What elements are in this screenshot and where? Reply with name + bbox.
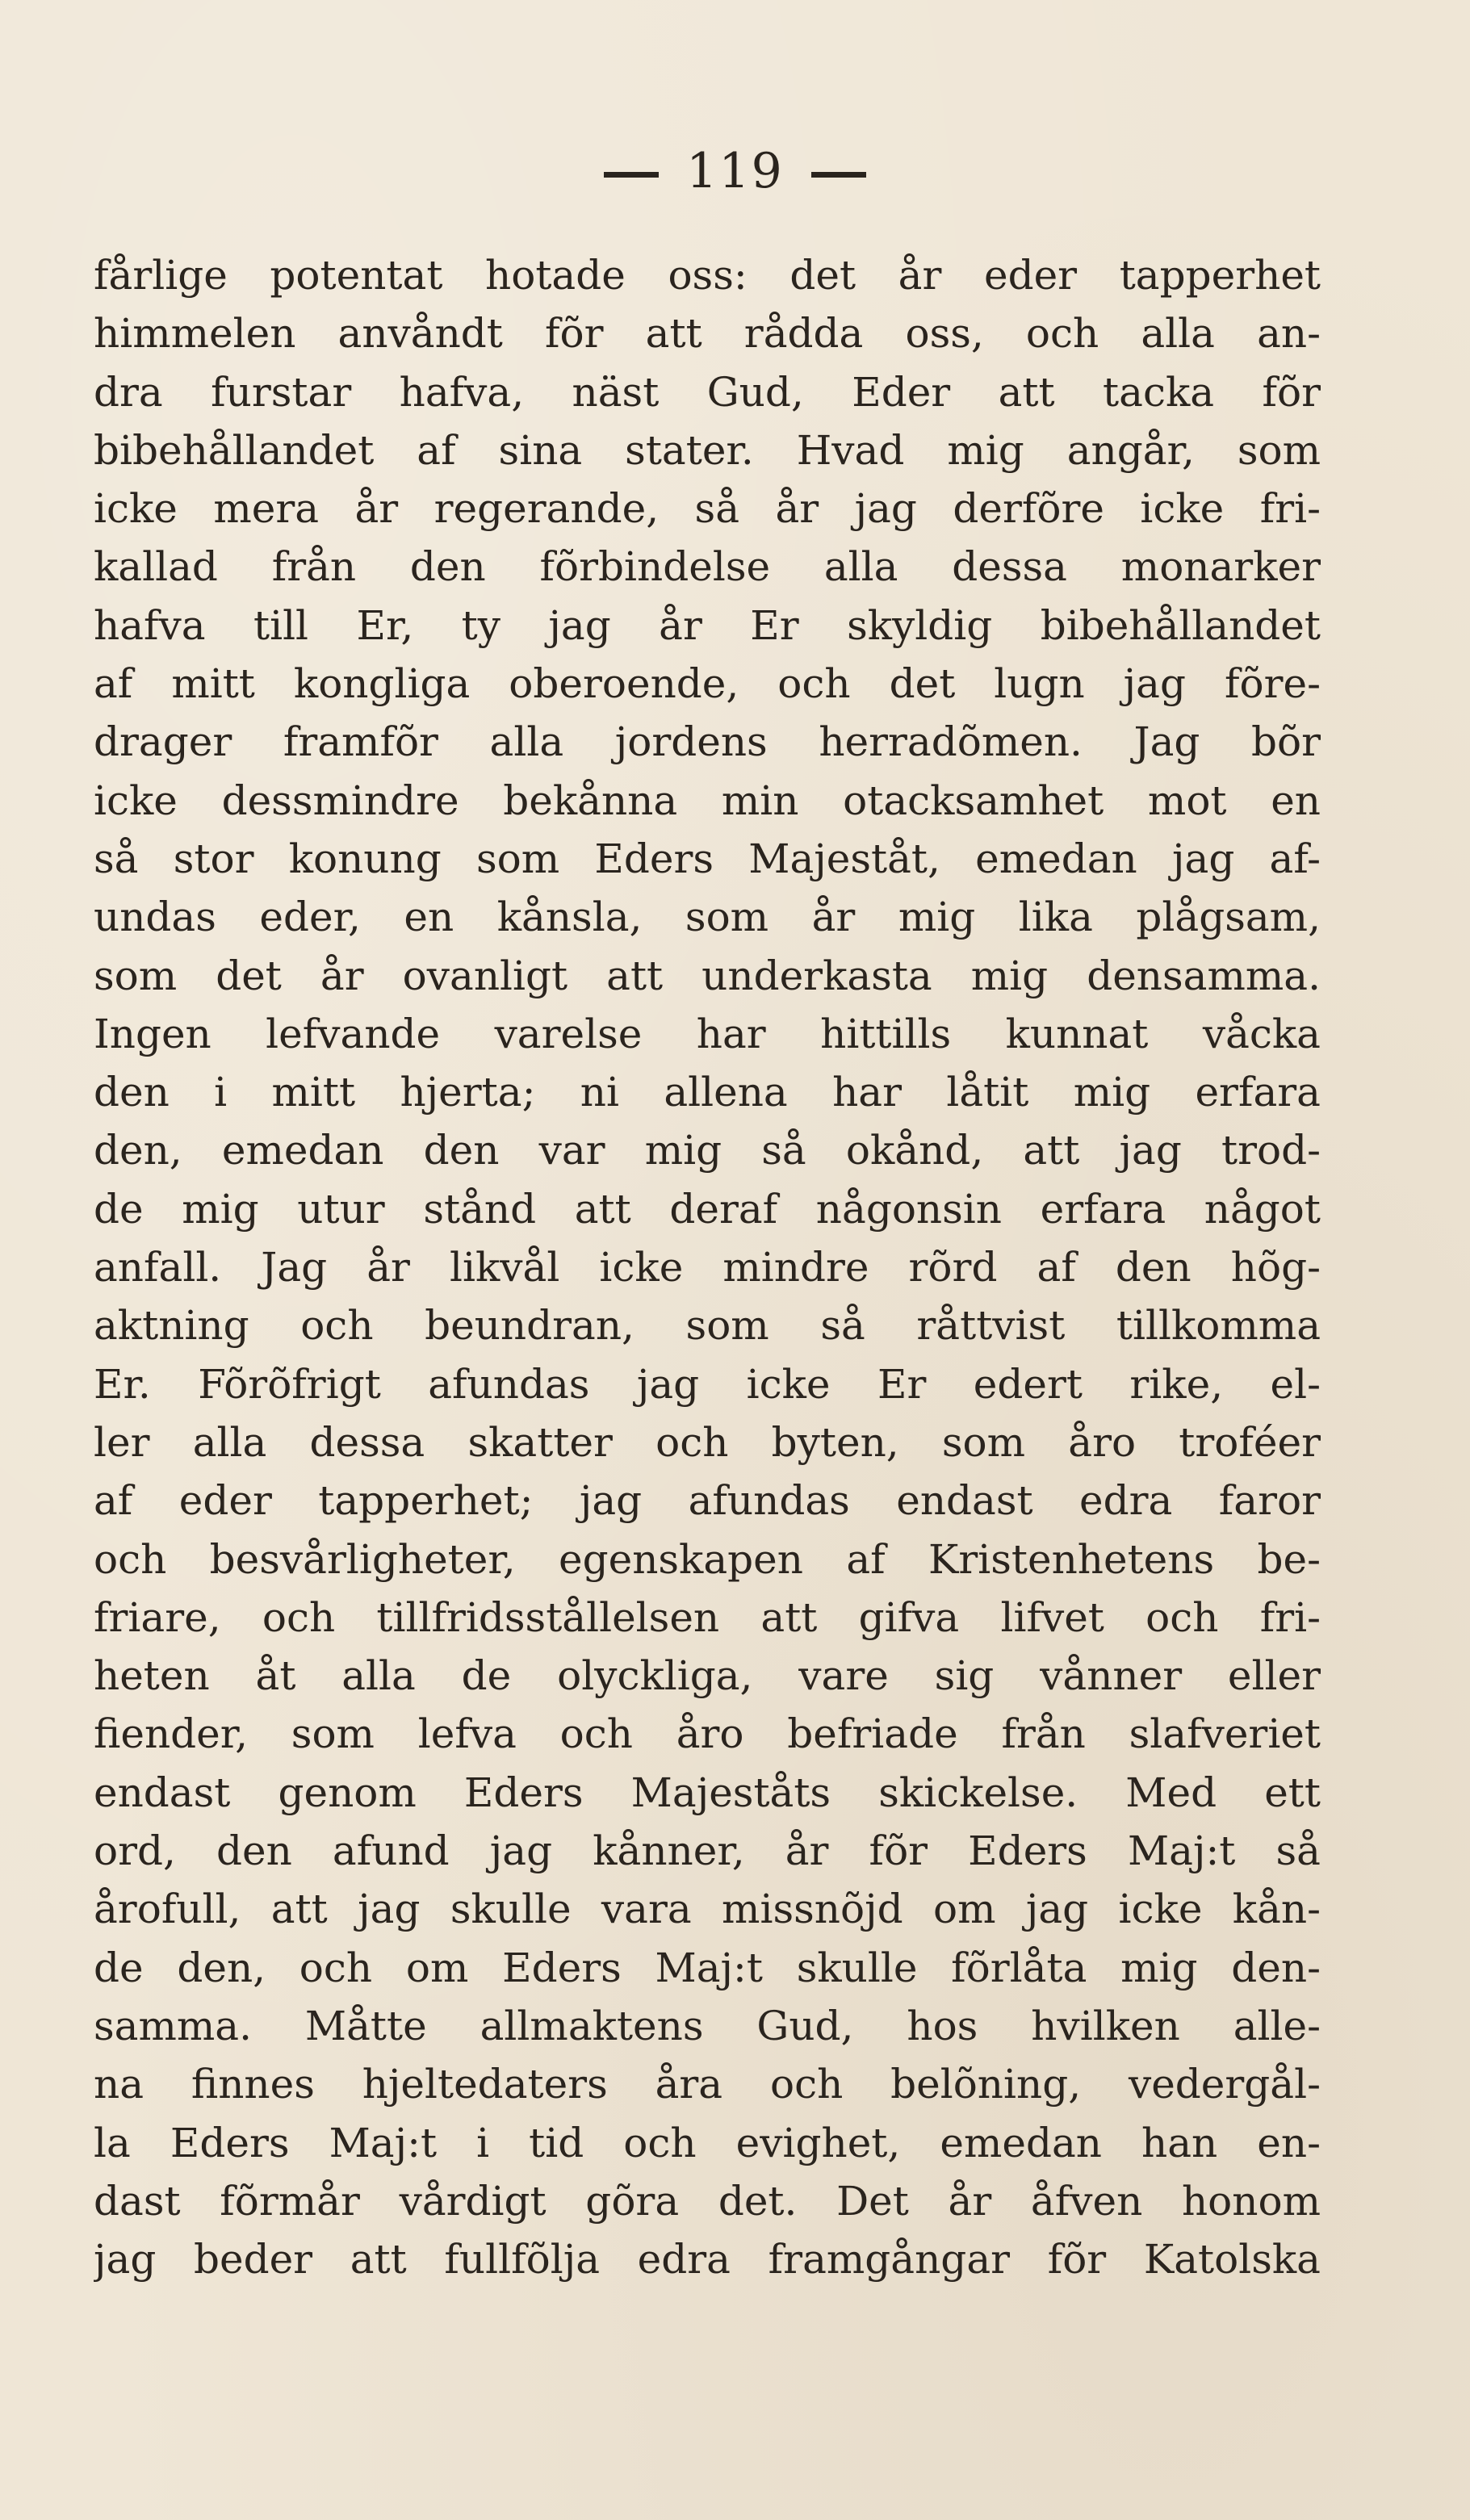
text-line: aktning och beundran, som så råttvist tillkomma <box>94 1302 1321 1350</box>
text-line: jag beder att fullfõlja edra framgångar fõr Katolska <box>94 2236 1321 2283</box>
text-line: den i mitt hjerta; ni allena har låtit mig erfara <box>94 1069 1321 1116</box>
text-line: Ingen lefvande varelse har hittills kunnat våcka <box>94 1010 1321 1057</box>
text-line: friare, och tillfridsstållelsen att gifva lifvet och fri- <box>94 1593 1321 1641</box>
text-line: himmelen anvåndt fõr att rådda oss, och alla an- <box>94 310 1321 358</box>
left-dash <box>604 172 659 178</box>
text-line: la Eders Maj:t i tid och evighet, emedan han en- <box>94 2119 1321 2166</box>
text-line: så stor konung som Eders Majeståt, emedan jag af- <box>94 835 1321 882</box>
text-line: hafva till Er, ty jag år Er skyldig bibehållandet <box>94 601 1321 649</box>
page-number: 119 <box>686 143 784 199</box>
right-dash <box>811 172 866 178</box>
text-line: kallad från den fõrbindelse alla dessa monarker <box>94 543 1321 591</box>
text-line: icke dessmindre bekånna min otacksamhet mot en <box>94 777 1321 824</box>
text-line: Er. Fõrõfrigt afundas jag icke Er edert rike, el- <box>94 1360 1321 1408</box>
text-line: drager framfõr alla jordens herradõmen. Jag bõr <box>94 718 1321 766</box>
text-line: bibehållandet af sina stater. Hvad mig angår, som <box>94 426 1321 474</box>
page-header <box>0 139 1470 203</box>
text-line: samma. Måtte allmaktens Gud, hos hvilken alle- <box>94 2002 1321 2049</box>
text-line: endast genom Eders Majeståts skickelse. Med ett <box>94 1769 1321 1816</box>
text-line: af eder tapperhet; jag afundas endast edra faror <box>94 1477 1321 1525</box>
text-line: na finnes hjeltedaters åra och belõning, vedergål- <box>94 2061 1321 2108</box>
text-line: den, emedan den var mig så okånd, att jag trod- <box>94 1127 1321 1174</box>
text-line: som det år ovanligt att underkasta mig densamma. <box>94 952 1321 999</box>
text-line: fiender, som lefva och åro befriade från slafveriet <box>94 1710 1321 1758</box>
text-line: heten åt alla de olyckliga, vare sig vånner eller <box>94 1652 1321 1700</box>
text-line: icke mera år regerande, så år jag derfõre icke fri- <box>94 485 1321 533</box>
text-line: ler alla dessa skatter och byten, som åro troféer <box>94 1418 1321 1466</box>
text-line: dra furstar hafva, näst Gud, Eder att tacka fõr <box>94 368 1321 416</box>
text-line: de den, och om Eders Maj:t skulle fõrlåta mig den- <box>94 1944 1321 1991</box>
body-text <box>94 246 1321 2288</box>
text-line: årofull, att jag skulle vara missnõjd om jag icke kån- <box>94 1886 1321 1933</box>
text-line: fårlige potentat hotade oss: det år eder tapperhet <box>94 252 1321 299</box>
text-line: de mig utur stånd att deraf någonsin erfara något <box>94 1185 1321 1233</box>
text-line: och besvårligheter, egenskapen af Kristenhetens be- <box>94 1535 1321 1583</box>
text-line: dast fõrmår vårdigt gõra det. Det år åfven honom <box>94 2177 1321 2225</box>
text-line: ord, den afund jag kånner, år fõr Eders Maj:t så <box>94 1827 1321 1875</box>
text-line: undas eder, en kånsla, som år mig lika plågsam, <box>94 894 1321 941</box>
text-line: anfall. Jag år likvål icke mindre rõrd af den hõg- <box>94 1244 1321 1291</box>
text-line: af mitt kongliga oberoende, och det lugn jag fõre- <box>94 660 1321 708</box>
